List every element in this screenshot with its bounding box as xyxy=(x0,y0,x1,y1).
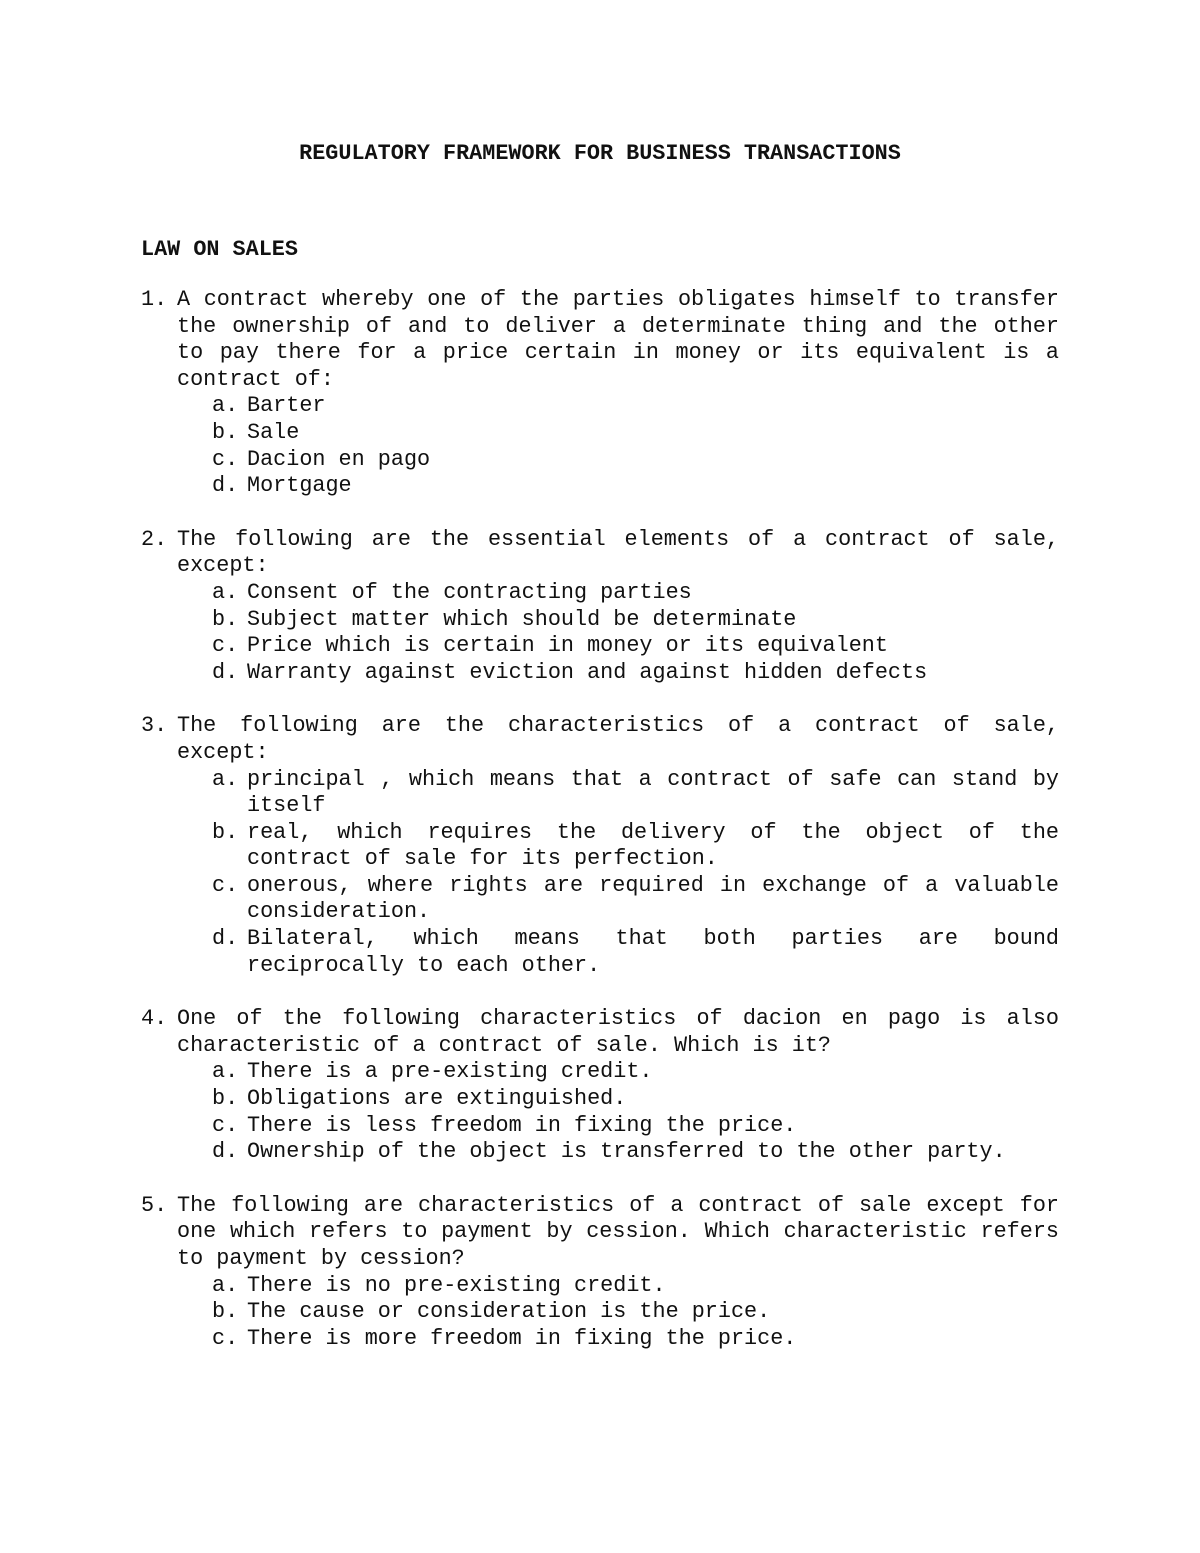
option-d xyxy=(212,926,1059,979)
option-letter: c. xyxy=(212,633,239,659)
option-text: There is a pre-existing credit. xyxy=(247,1059,653,1085)
option-c xyxy=(212,873,1059,926)
question-1 xyxy=(141,287,1059,500)
question-4 xyxy=(141,1006,1059,1166)
option-text: Bilateral, which means that both parties are bound reciprocally to each other. xyxy=(247,926,1059,978)
question-3 xyxy=(141,713,1059,979)
question-text: The following are characteristics of a contract of sale except for one which refers to payment by cession. Which characteristic refers to payment by cession? xyxy=(177,1192,1059,1271)
option-text: principal , which means that a contract of safe can stand by itself xyxy=(247,766,1059,819)
option-text: Mortgage xyxy=(247,473,352,499)
option-a xyxy=(212,767,1059,820)
question-text: The following are the characteristics of a contract of sale, except: xyxy=(177,713,1059,765)
option-letter: d. xyxy=(212,1139,239,1165)
option-b xyxy=(212,420,1059,447)
option-letter: c. xyxy=(212,1325,239,1351)
option-b xyxy=(212,607,1059,634)
option-letter: d. xyxy=(212,659,239,685)
option-c xyxy=(212,447,1059,474)
option-text: onerous, where rights are required in exchange of a valuable consideration. xyxy=(247,872,1059,925)
option-letter: c. xyxy=(212,1112,239,1138)
option-letter: c. xyxy=(212,872,239,898)
option-text: Ownership of the object is transferred to the other party. xyxy=(247,1139,1006,1165)
question-number: 5. xyxy=(141,1192,168,1218)
option-letter: a. xyxy=(212,393,239,419)
option-list xyxy=(141,393,1059,499)
document-title: REGULATORY FRAMEWORK FOR BUSINESS TRANSACTIONS xyxy=(299,141,901,166)
option-letter: d. xyxy=(212,926,239,952)
question-text: A contract whereby one of the parties obligates himself to transfer the ownership of and to deliver a determinate thing and the other to pay there for a price certain in money or its equivalent is a contract of: xyxy=(177,287,1059,392)
option-letter: b. xyxy=(212,606,239,632)
option-b xyxy=(212,820,1059,873)
option-text: real, which requires the delivery of the object of the contract of sale for its perfection. xyxy=(247,819,1059,872)
option-letter: b. xyxy=(212,819,239,845)
option-letter: a. xyxy=(212,579,239,605)
question-number: 1. xyxy=(141,287,168,312)
option-c xyxy=(212,1326,1059,1353)
option-a xyxy=(212,393,1059,420)
option-d xyxy=(212,660,1059,687)
option-a xyxy=(212,1059,1059,1086)
option-text: Consent of the contracting parties xyxy=(247,579,692,605)
option-d xyxy=(212,1139,1059,1166)
option-text: Barter xyxy=(247,393,326,419)
option-letter: a. xyxy=(212,1059,239,1085)
option-list xyxy=(141,1059,1059,1165)
question-text: The following are the essential elements of a contract of sale, except: xyxy=(177,526,1059,579)
option-b xyxy=(212,1086,1059,1113)
option-c xyxy=(212,1113,1059,1140)
question-text: One of the following characteristics of dacion en pago is also characteristic of a contract of sale. Which is it? xyxy=(177,1006,1059,1058)
question-number: 4. xyxy=(141,1006,168,1032)
option-text: Warranty against eviction and against hidden defects xyxy=(247,659,928,685)
option-list xyxy=(141,580,1059,686)
option-a xyxy=(212,580,1059,607)
question-5 xyxy=(141,1193,1059,1353)
option-text: The cause or consideration is the price. xyxy=(247,1299,771,1325)
option-text: There is no pre-existing credit. xyxy=(247,1272,666,1298)
option-text: There is more freedom in fixing the price. xyxy=(247,1325,797,1351)
option-text: Price which is certain in money or its equivalent xyxy=(247,633,888,659)
option-text: Subject matter which should be determinate xyxy=(247,606,797,632)
option-text: There is less freedom in fixing the price. xyxy=(247,1112,797,1138)
option-letter: a. xyxy=(212,1272,239,1298)
option-list xyxy=(141,1273,1059,1353)
option-text: Sale xyxy=(247,419,300,445)
option-letter: d. xyxy=(212,473,239,499)
question-number: 2. xyxy=(141,526,168,552)
option-b xyxy=(212,1299,1059,1326)
option-letter: b. xyxy=(212,1299,239,1325)
option-letter: b. xyxy=(212,419,239,445)
option-a xyxy=(212,1273,1059,1300)
option-letter: b. xyxy=(212,1086,239,1112)
option-text: Obligations are extinguished. xyxy=(247,1086,627,1112)
option-text: Dacion en pago xyxy=(247,446,431,472)
question-list xyxy=(141,287,1059,1379)
option-letter: a. xyxy=(212,766,239,792)
option-list xyxy=(141,767,1059,980)
option-d xyxy=(212,473,1059,500)
question-number: 3. xyxy=(141,713,168,739)
section-heading: LAW ON SALES xyxy=(141,237,298,262)
question-2 xyxy=(141,527,1059,687)
option-letter: c. xyxy=(212,446,239,472)
option-c xyxy=(212,633,1059,660)
